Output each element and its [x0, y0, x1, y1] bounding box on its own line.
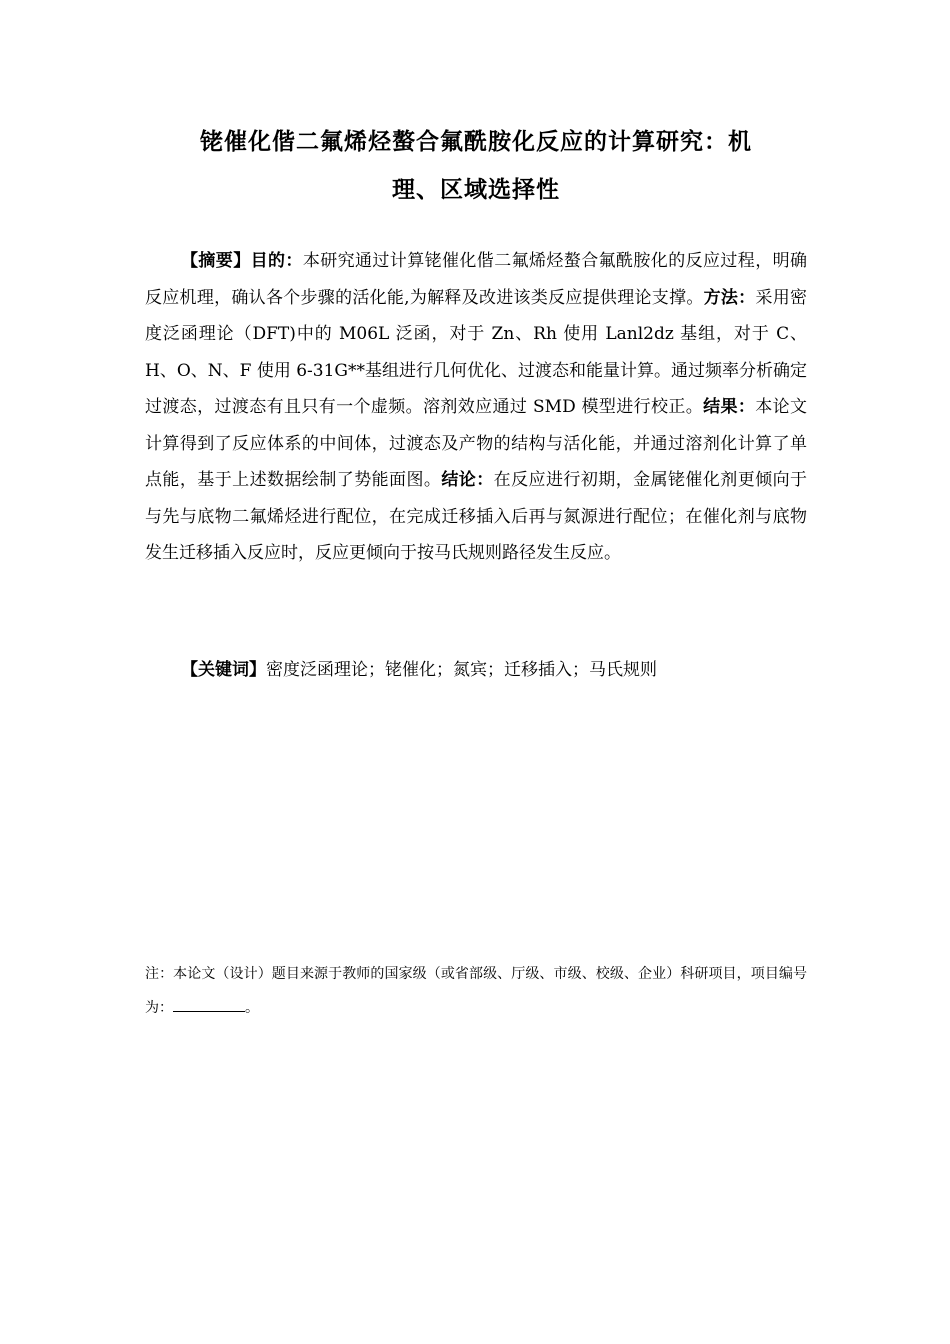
purpose-text: 本研究通过计算铑催化偕二氟烯烃螯合氟酰胺化的反应过程，明确反应机理，确认各个步骤的活化能,为解释及改进该类反应提供理论支撑。: [145, 251, 808, 308]
result-text: 本论文计算得到了反应体系的中间体，过渡态及产物的结构与活化能，并通过溶剂化计算了单点能，基于上述数据绘制了势能面图。: [145, 397, 807, 490]
method-label: 方法：: [703, 287, 756, 308]
method-text: 采用密度泛函理论（DFT)中的 M06L 泛函，对于 Zn、Rh 使用 Lanl2dz 基组，对于 C、H、O、N、F 使用 6-31G**基组进行几何优化、过渡态和能量计算。通过频率分析确定过渡态，过渡态有且只有一个虚频。溶剂效应通过 SMD 模型进行校正。: [145, 287, 808, 417]
keywords-text: 密度泛函理论；铑催化；氮宾；迁移插入；马氏规则: [266, 660, 657, 680]
abstract-label: 【摘要】: [181, 251, 251, 271]
title-line-2: 理、区域选择性: [392, 177, 560, 203]
footnote-end: 。: [245, 1000, 259, 1016]
project-number-blank: [173, 997, 245, 1012]
conclusion-text: 在反应进行初期，金属铑催化剂更倾向于与先与底物二氟烯烃进行配位，在完成迁移插入后再与氮源进行配位；在催化剂与底物发生迁移插入反应时，反应更倾向于按马氏规则路径发生反应。: [145, 470, 808, 563]
purpose-label: 目的：: [250, 251, 303, 271]
footnote: [145, 957, 807, 1025]
abstract-paragraph: [145, 243, 807, 572]
keywords-label: 【关键词】: [181, 660, 266, 680]
title-line-1: 铑催化偕二氟烯烃螯合氟酰胺化反应的计算研究：机: [200, 129, 752, 155]
conclusion-label: 结论：: [441, 470, 494, 490]
result-label: 结果：: [703, 397, 756, 417]
footnote-text: 注：本论文（设计）题目来源于教师的国家级（或省部级、厅级、市级、校级、企业）科研项目，项目编号为：: [145, 966, 807, 1016]
keywords-line: [181, 656, 807, 684]
